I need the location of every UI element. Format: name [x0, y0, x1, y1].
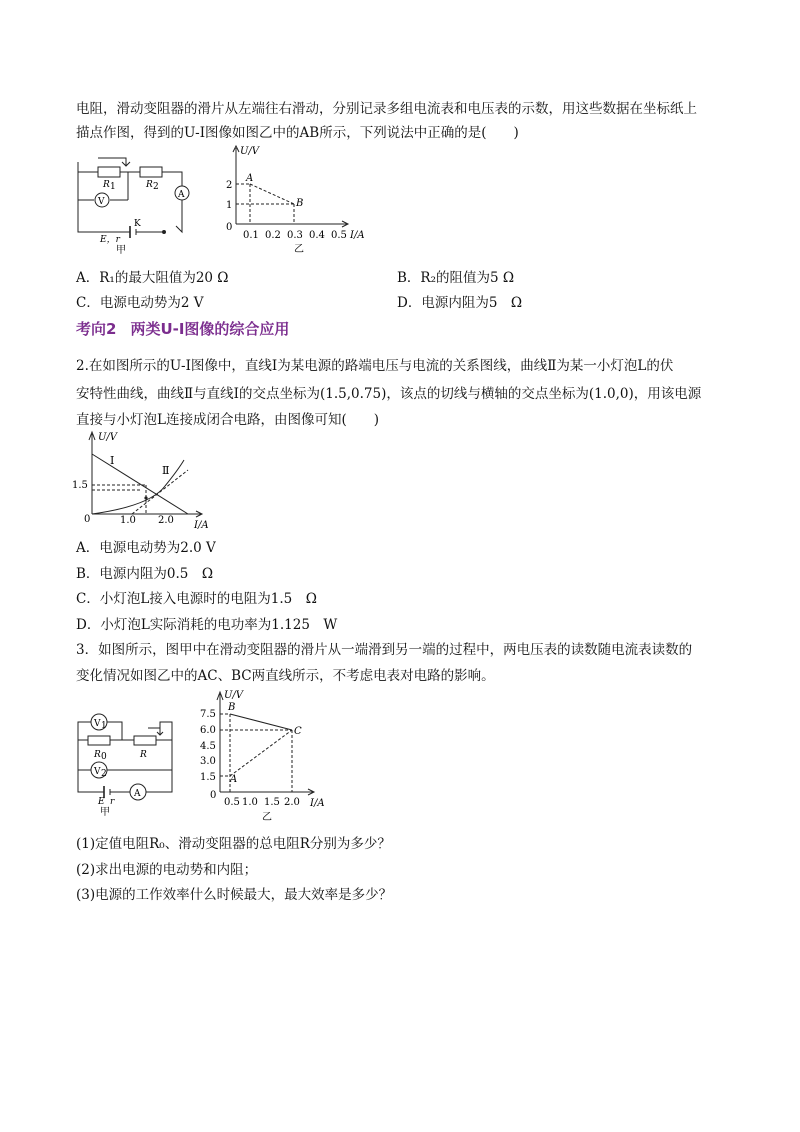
q3-circuit-diagram — [70, 708, 180, 820]
curve-1-label: Ⅰ — [110, 454, 115, 467]
y-tick-3.0: 3.0 — [200, 756, 216, 767]
x-tick-1.0: 1.0 — [242, 797, 258, 808]
y-axis-label: U/V — [224, 690, 244, 701]
y-axis-label: U/V — [240, 146, 260, 157]
y-tick-7.5: 7.5 — [200, 709, 216, 720]
switch-label: K — [134, 219, 141, 229]
r2-label: R — [146, 180, 153, 190]
q2-text-line2: 安特性曲线，曲线Ⅱ与直线Ⅰ的交点坐标为(1.5,0.75)，该点的切线与横轴的交点坐标为(1.0,0)，用该电源 — [76, 386, 702, 402]
q1-option-b[interactable]: B．R₂的阻值为5 Ω — [397, 270, 515, 286]
q1-text-line1: 电阻，滑动变阻器的滑片从左端往右滑动，分别记录多组电流表和电压表的示数，用这些数据在坐标纸上 — [76, 101, 697, 117]
v1-label: V — [94, 719, 101, 729]
q2-option-b[interactable]: B．电源内阻为0.5 Ω — [76, 566, 214, 582]
r0-sub: 0 — [101, 752, 107, 762]
section-label: 考向2 — [76, 320, 117, 338]
origin-label: 0 — [210, 790, 217, 801]
q2-ui-graph — [70, 426, 220, 530]
y-tick-2: 2 — [226, 180, 233, 191]
point-a-label: A — [230, 774, 238, 785]
ammeter-label: A — [134, 789, 141, 799]
section-title: 两类U-I图像的综合应用 — [130, 320, 290, 338]
q3-subquestion-2: (2)求出电源的电动势和内阻； — [76, 862, 258, 878]
x-tick-0.2: 0.2 — [265, 230, 281, 241]
point-b-label: B — [228, 702, 236, 713]
q3-text-line1: 3．如图所示，图甲中在滑动变阻器的滑片从一端滑到另一端的过程中，两电压表的读数随电流表读数的 — [76, 642, 693, 658]
point-b-label: B — [296, 198, 304, 209]
q3-subquestion-3: (3)电源的工作效率什么时候最大，最大效率是多少？ — [76, 887, 393, 903]
point-a-label: A — [246, 173, 254, 184]
y-tick-4.5: 4.5 — [200, 741, 216, 752]
q2-option-a[interactable]: A．电源电动势为2.0 V — [76, 540, 216, 556]
y-axis-label: U/V — [98, 432, 118, 443]
y-tick-1: 1 — [226, 200, 233, 211]
q1-option-d[interactable]: D．电源内阻为5 Ω — [397, 295, 523, 311]
y-tick-1.5: 1.5 — [200, 772, 216, 783]
x-tick-1.0: 1.0 — [120, 515, 136, 526]
x-tick-1.5: 1.5 — [264, 797, 280, 808]
battery-r-label: r — [110, 797, 115, 807]
r1-sub: 1 — [110, 182, 116, 192]
x-tick-0.1: 0.1 — [243, 230, 259, 241]
origin-label: 0 — [226, 222, 233, 233]
r0-label: R — [94, 750, 101, 760]
figure-caption-jia: 甲 — [100, 807, 110, 818]
q1-text-line2: 描点作图，得到的U-I图像如图乙中的AB所示，下列说法中正确的是( ) — [76, 125, 519, 141]
section-heading — [76, 318, 303, 339]
x-tick-0.5: 0.5 — [331, 230, 347, 241]
y-tick-1.5: 1.5 — [72, 480, 88, 491]
q3-subquestion-1: (1)定值电阻R₀、滑动变阻器的总电阻R分别为多少？ — [76, 836, 391, 852]
q1-circuit-diagram — [70, 150, 200, 255]
v2-sub: 2 — [101, 769, 107, 779]
x-tick-2.0: 2.0 — [158, 515, 174, 526]
q1-option-a[interactable]: A．R₁的最大阻值为20 Ω — [76, 270, 229, 286]
r-label: R — [140, 750, 147, 760]
figure-caption-yi: 乙 — [294, 244, 304, 255]
battery-label: E，r — [100, 235, 120, 245]
v1-sub: 1 — [101, 721, 107, 731]
figure-caption-jia: 甲 — [116, 245, 126, 255]
q2-option-c[interactable]: C．小灯泡L接入电源时的电阻为1.5 Ω — [76, 591, 317, 607]
figure-caption-yi: 乙 — [262, 812, 272, 823]
q1-option-c[interactable]: C．电源电动势为2 V — [76, 295, 204, 311]
q3-ui-graph — [190, 688, 350, 823]
q1-ui-graph — [210, 140, 370, 255]
voltmeter-label: V — [98, 197, 105, 207]
x-tick-2.0: 2.0 — [284, 797, 300, 808]
y-tick-6.0: 6.0 — [200, 725, 216, 736]
x-tick-0.3: 0.3 — [287, 230, 303, 241]
x-axis-label: I/A — [194, 520, 209, 530]
q2-option-d[interactable]: D．小灯泡L实际消耗的电功率为1.125 W — [76, 617, 338, 633]
q2-text-line3: 直接与小灯泡L连接成闭合电路，由图像可知( ) — [76, 412, 379, 428]
r2-sub: 2 — [153, 182, 159, 192]
v2-label: V — [94, 767, 101, 777]
r1-label: R — [103, 180, 110, 190]
battery-e-label: E — [98, 797, 105, 807]
ammeter-label: A — [178, 190, 185, 200]
x-tick-0.5: 0.5 — [224, 797, 240, 808]
x-axis-label: I/A — [350, 230, 365, 241]
x-axis-label: I/A — [310, 798, 325, 809]
curve-2-label: Ⅱ — [162, 464, 170, 477]
q2-text-line1: 2.在如图所示的U-I图像中，直线Ⅰ为某电源的路端电压与电流的关系图线，曲线Ⅱ为某一小灯泡L的伏 — [76, 358, 674, 374]
origin-label: 0 — [84, 514, 91, 525]
q3-text-line2: 变化情况如图乙中的AC、BC两直线所示，不考虑电表对电路的影响。 — [76, 668, 495, 684]
point-c-label: C — [294, 726, 302, 737]
x-tick-0.4: 0.4 — [309, 230, 325, 241]
